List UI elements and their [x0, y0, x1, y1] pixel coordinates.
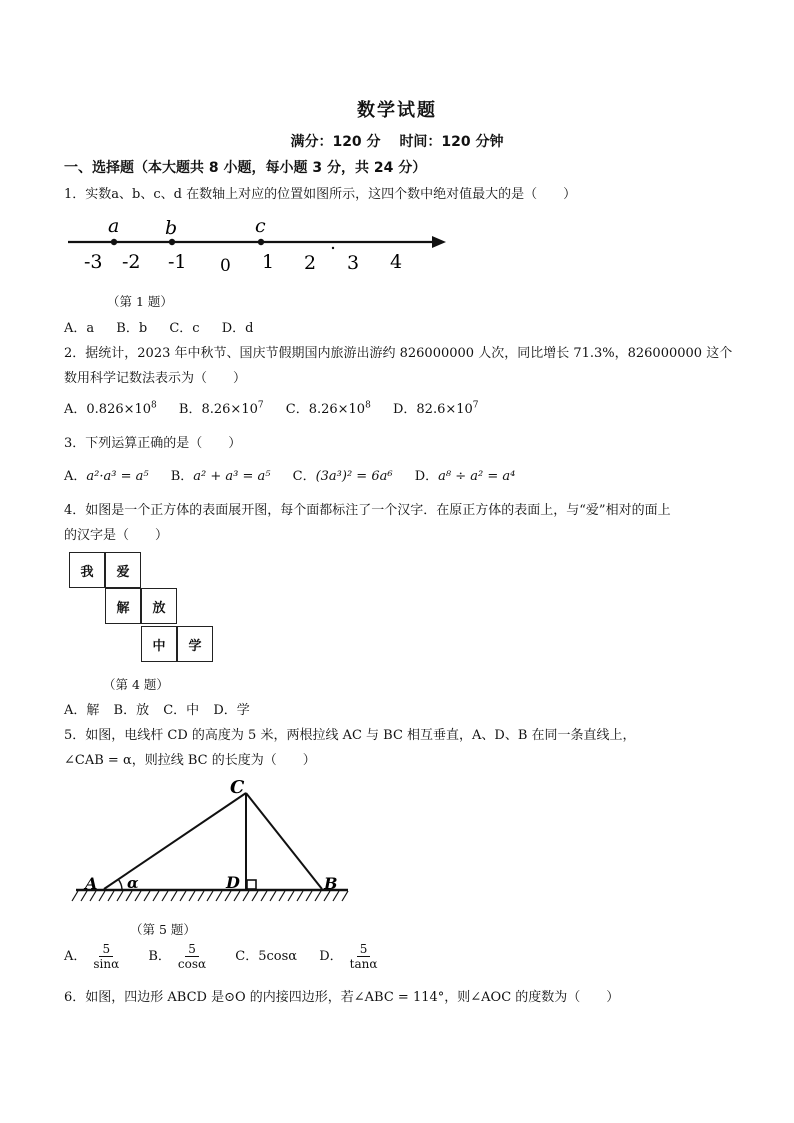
angle-alpha-label: α	[127, 874, 139, 892]
line-ac	[104, 793, 246, 889]
tick-label: -3	[84, 251, 103, 273]
tick-label: -1	[168, 251, 187, 273]
option-c[interactable]: C．c	[169, 321, 200, 336]
q5-caption: （第 5 题）	[130, 922, 196, 937]
net-cell: 学	[177, 626, 213, 662]
q3-stem: 3．下列运算正确的是（ ）	[64, 436, 242, 451]
fraction	[90, 942, 122, 971]
q2-stem-line1: 2．据统计，2023 年中秋节、国庆节假期国内旅游出游约 826000000 人次，同比增长 71.3%，826000000 这个	[64, 346, 733, 361]
q2-options	[64, 398, 497, 417]
option-expr: 5cosα	[258, 949, 298, 964]
q4-stem-line2: 的汉字是（ ）	[64, 528, 169, 543]
option-a[interactable]	[64, 402, 157, 417]
point-a-label: a	[108, 215, 120, 237]
option-expr: (3a³)² = 6a⁶	[315, 469, 393, 484]
q4-options	[64, 699, 260, 718]
fraction	[175, 942, 209, 971]
section-heading: 一、选择题（本大题共 8 小题，每小题 3 分，共 24 分）	[64, 160, 427, 176]
option-label: D．	[319, 949, 343, 964]
denominator: sinα	[93, 957, 120, 971]
option-exponent: 8	[365, 400, 371, 411]
numerator: 5	[99, 942, 113, 957]
denominator: cosα	[177, 957, 207, 971]
option-exponent: 7	[472, 400, 479, 411]
option-label: D．	[414, 469, 439, 484]
option-mantissa: 0.826×10	[86, 402, 152, 417]
option-c[interactable]	[293, 469, 393, 484]
option-b[interactable]: B．b	[116, 321, 148, 336]
q5-options	[64, 942, 402, 971]
point-a-label: A	[85, 874, 98, 893]
option-label: A．	[64, 949, 87, 964]
option-label: A．	[64, 469, 87, 484]
tick-label: 0	[220, 256, 231, 276]
option-c[interactable]	[286, 402, 371, 417]
page-title: 数学试题	[357, 100, 437, 121]
option-exponent: 8	[151, 400, 157, 411]
option-label: B．	[178, 402, 202, 417]
option-expr: a⁸ ÷ a² = a⁴	[438, 469, 516, 484]
point-c-label: C	[230, 777, 245, 798]
point-a-dot	[111, 239, 117, 245]
point-b-label: B	[324, 874, 338, 893]
option-a[interactable]	[64, 942, 126, 971]
tick-label: -2	[122, 251, 141, 273]
q2-stem-line2: 数用科学记数法表示为（ ）	[64, 371, 247, 386]
option-c[interactable]: C．中	[163, 703, 200, 718]
option-a[interactable]	[64, 469, 149, 484]
arrow-head-icon	[432, 236, 446, 248]
point-b-label: b	[165, 217, 178, 239]
q1-stem: 1．实数a、b、c、d 在数轴上对应的位置如图所示，这四个数中绝对值最大的是（ ）	[64, 187, 577, 202]
q1-number-line	[64, 214, 454, 276]
line-bc	[246, 793, 322, 889]
q4-caption: （第 4 题）	[103, 677, 169, 692]
denominator: tanα	[349, 957, 378, 971]
numerator: 5	[185, 942, 199, 957]
fraction	[347, 942, 381, 971]
option-exponent: 7	[257, 400, 264, 411]
option-b[interactable]	[179, 402, 264, 417]
q4-stem-line1: 4．如图是一个正方体的表面展开图，每个面都标注了一个汉字．在原正方体的表面上，与“爱”相对的面上	[64, 503, 671, 518]
q5-stem-line1: 5．如图，电线杆 CD 的高度为 5 米，两根拉线 AC 与 BC 相互垂直，A、D、B 在同一条直线上，	[64, 728, 636, 743]
q3-options	[64, 465, 533, 484]
option-expr: a² + a³ = a⁵	[193, 469, 271, 484]
right-angle-mark	[247, 880, 256, 889]
tick-label: 2	[304, 252, 317, 274]
option-expr: a²·a³ = a⁵	[86, 469, 149, 484]
option-mantissa: 82.6×10	[416, 402, 473, 417]
option-b[interactable]	[171, 469, 271, 484]
option-mantissa: 8.26×10	[201, 402, 258, 417]
tick-label: 1	[262, 251, 275, 273]
q1-options	[64, 317, 271, 336]
tick-label: 3	[347, 252, 360, 274]
net-cell: 放	[141, 588, 177, 624]
option-d[interactable]	[415, 469, 516, 484]
full-marks: 满分：120 分	[290, 134, 381, 150]
point-b-dot	[169, 239, 175, 245]
point-d-label: D	[226, 873, 240, 892]
option-label: C．	[235, 949, 259, 964]
option-d[interactable]: D．学	[213, 703, 250, 718]
ground-hatching	[72, 891, 348, 901]
exam-info	[0, 131, 794, 151]
option-b[interactable]: B．放	[113, 703, 150, 718]
net-cell: 解	[105, 588, 141, 624]
option-c[interactable]	[235, 949, 297, 964]
numerator: 5	[357, 942, 371, 957]
net-cell: 爱	[105, 552, 141, 588]
q5-stem-line2: ∠CAB = α，则拉线 BC 的长度为（ ）	[64, 753, 316, 768]
q6-stem: 6．如图，四边形 ABCD 是⊙O 的内接四边形，若∠ABC = 114°，则∠AOC 的度数为（ ）	[64, 990, 620, 1005]
option-label: D．	[392, 402, 417, 417]
option-label: C．	[292, 469, 316, 484]
option-label: C．	[285, 402, 309, 417]
option-d[interactable]	[319, 942, 384, 971]
angle-arc	[118, 879, 122, 889]
option-d[interactable]: D．d	[221, 321, 254, 336]
q1-caption: （第 1 题）	[107, 294, 173, 309]
option-d[interactable]	[393, 402, 479, 417]
net-cell: 我	[69, 552, 105, 588]
option-label: B．	[148, 949, 171, 964]
tick-label: 4	[390, 251, 403, 273]
q5-figure	[70, 775, 355, 910]
point-c-dot	[258, 239, 264, 245]
option-a[interactable]: A．解	[64, 703, 100, 718]
exam-time: 时间：120 分钟	[399, 134, 504, 150]
option-mantissa: 8.26×10	[308, 402, 366, 417]
tick-dot	[332, 247, 334, 249]
option-b[interactable]	[148, 942, 213, 971]
net-cell: 中	[141, 626, 177, 662]
option-label: A．	[64, 402, 87, 417]
option-a[interactable]: A．a	[64, 321, 95, 336]
point-c-label: c	[255, 215, 266, 237]
option-label: B．	[170, 469, 194, 484]
